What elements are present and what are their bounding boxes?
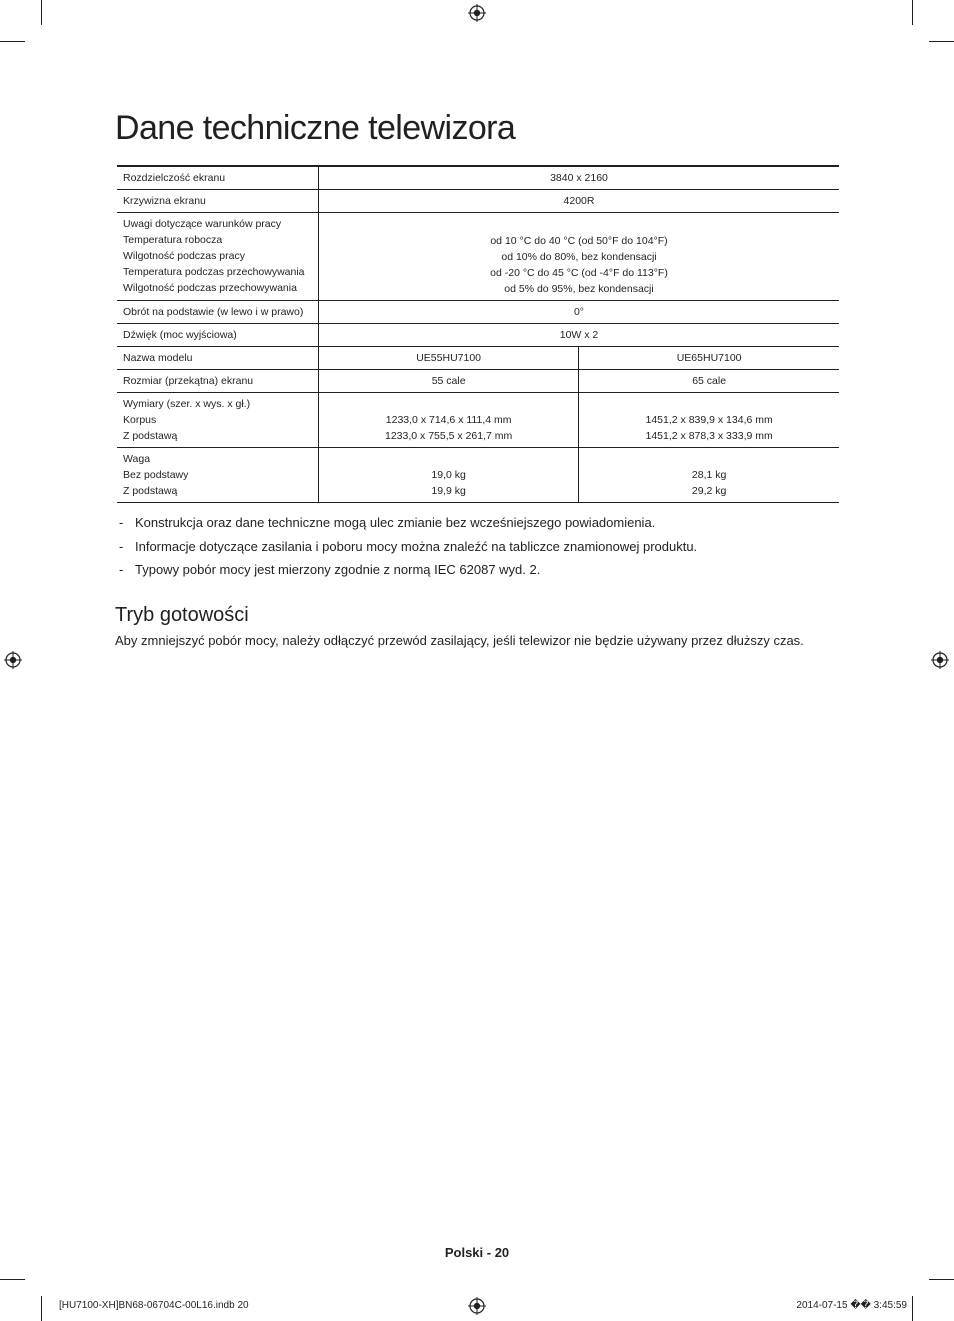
crop-mark [0, 41, 25, 42]
value-line: od 10% do 80%, bez kondensacji [501, 251, 657, 263]
table-row [117, 324, 839, 347]
registration-mark-icon [4, 651, 22, 669]
list-item [117, 515, 837, 531]
row-label [117, 213, 319, 301]
crop-mark [929, 1279, 954, 1280]
label-line: Z podstawą [123, 430, 178, 442]
label-line: Z podstawą [123, 485, 178, 497]
row-label [117, 448, 319, 503]
row-value: 4200R [563, 195, 595, 207]
table-row [117, 213, 839, 301]
row-value [319, 448, 579, 503]
value-line: 1233,0 x 755,5 x 261,7 mm [385, 429, 513, 442]
bullet-dash: - [119, 538, 124, 554]
crop-mark [929, 41, 954, 42]
note-text: Konstrukcja oraz dane techniczne mogą ulec zmianie bez wcześniejszego powiadomienia. [135, 515, 656, 530]
section-paragraph: Aby zmniejszyć pobór mocy, należy odłączyć przewód zasilający, jeśli telewizor nie będzie używany przez dłuższy czas. [115, 633, 804, 648]
row-value: 55 cale [431, 375, 466, 387]
list-item [117, 539, 837, 555]
label-line: Uwagi dotyczące warunków pracy [123, 218, 282, 230]
label-line: Temperatura podczas przechowywania [123, 266, 305, 278]
footer-file-info: [HU7100-XH]BN68-06704C-00L16.indb 20 [59, 1300, 249, 1311]
label-line: Korpus [123, 414, 157, 426]
notes-list [117, 515, 837, 586]
label-line: Bez podstawy [123, 469, 189, 481]
crop-mark [0, 1279, 25, 1280]
crop-mark [41, 1296, 42, 1321]
value-line: 29,2 kg [691, 484, 727, 497]
row-value [579, 393, 839, 448]
row-value: 3840 x 2160 [550, 172, 608, 184]
label-line: Wilgotność podczas przechowywania [123, 282, 297, 294]
page-number: Polski - 20 [444, 1245, 510, 1260]
row-label: Rozmiar (przekątna) ekranu [117, 370, 319, 393]
table-row [117, 448, 839, 503]
row-label: Dźwięk (moc wyjściowa) [117, 324, 319, 347]
row-label: Nazwa modelu [117, 347, 319, 370]
table-row [117, 370, 839, 393]
table-row [117, 393, 839, 448]
label-line: Temperatura robocza [123, 234, 223, 246]
registration-mark-icon [931, 651, 949, 669]
registration-mark-icon [468, 4, 486, 22]
crop-mark [912, 1296, 913, 1321]
bullet-dash: - [119, 515, 124, 530]
label-line: Wilgotność podczas pracy [123, 250, 245, 262]
value-line: 1451,2 x 878,3 x 333,9 mm [645, 429, 773, 442]
value-line: od 5% do 95%, bez kondensacji [504, 283, 654, 295]
value-line: 19,0 kg [431, 468, 466, 481]
value-line: 1451,2 x 839,9 x 134,6 mm [645, 413, 773, 426]
crop-mark [41, 0, 42, 25]
row-label: Rozdzielczość ekranu [117, 166, 319, 190]
page-title: Dane techniczne telewizora [115, 109, 516, 147]
row-value: UE65HU7100 [579, 347, 839, 370]
note-text: Informacje dotyczące zasilania i poboru mocy można znaleźć na tabliczce znamionowej produktu. [135, 538, 698, 554]
row-label: Obrót na podstawie (w lewo i w prawo) [117, 301, 319, 324]
note-text: Typowy pobór mocy jest mierzony zgodnie z normą IEC 62087 wyd. 2. [135, 562, 541, 577]
crop-mark [912, 0, 913, 25]
footer-timestamp: 2014-07-15 �� 3:45:59 [796, 1300, 907, 1311]
table-row [117, 190, 839, 213]
registration-mark-icon [468, 1297, 486, 1315]
row-label [117, 393, 319, 448]
table-row [117, 301, 839, 324]
row-value [579, 448, 839, 503]
row-value: 10W x 2 [559, 329, 599, 341]
row-value [319, 213, 840, 301]
value-line: 19,9 kg [431, 484, 466, 497]
row-value: UE55HU7100 [416, 352, 482, 364]
value-line: 1233,0 x 714,6 x 111,4 mm [385, 413, 512, 426]
table-row [117, 166, 839, 190]
value-line: 28,1 kg [691, 468, 727, 481]
section-heading: Tryb gotowości [115, 604, 249, 626]
bullet-dash: - [119, 562, 124, 577]
label-line: Waga [123, 453, 151, 465]
table-row [117, 347, 839, 370]
row-value: 0° [573, 306, 585, 318]
spec-table [117, 165, 839, 503]
value-line: od -20 °C do 45 °C (od -4°F do 113°F) [490, 267, 668, 279]
label-line: Wymiary (szer. x wys. x gł.) [123, 398, 251, 410]
row-label: Krzywizna ekranu [117, 190, 319, 213]
list-item [117, 562, 837, 578]
value-line: od 10 °C do 40 °C (od 50°F do 104°F) [490, 235, 668, 247]
row-value [319, 393, 579, 448]
row-value: 65 cale [579, 370, 839, 393]
